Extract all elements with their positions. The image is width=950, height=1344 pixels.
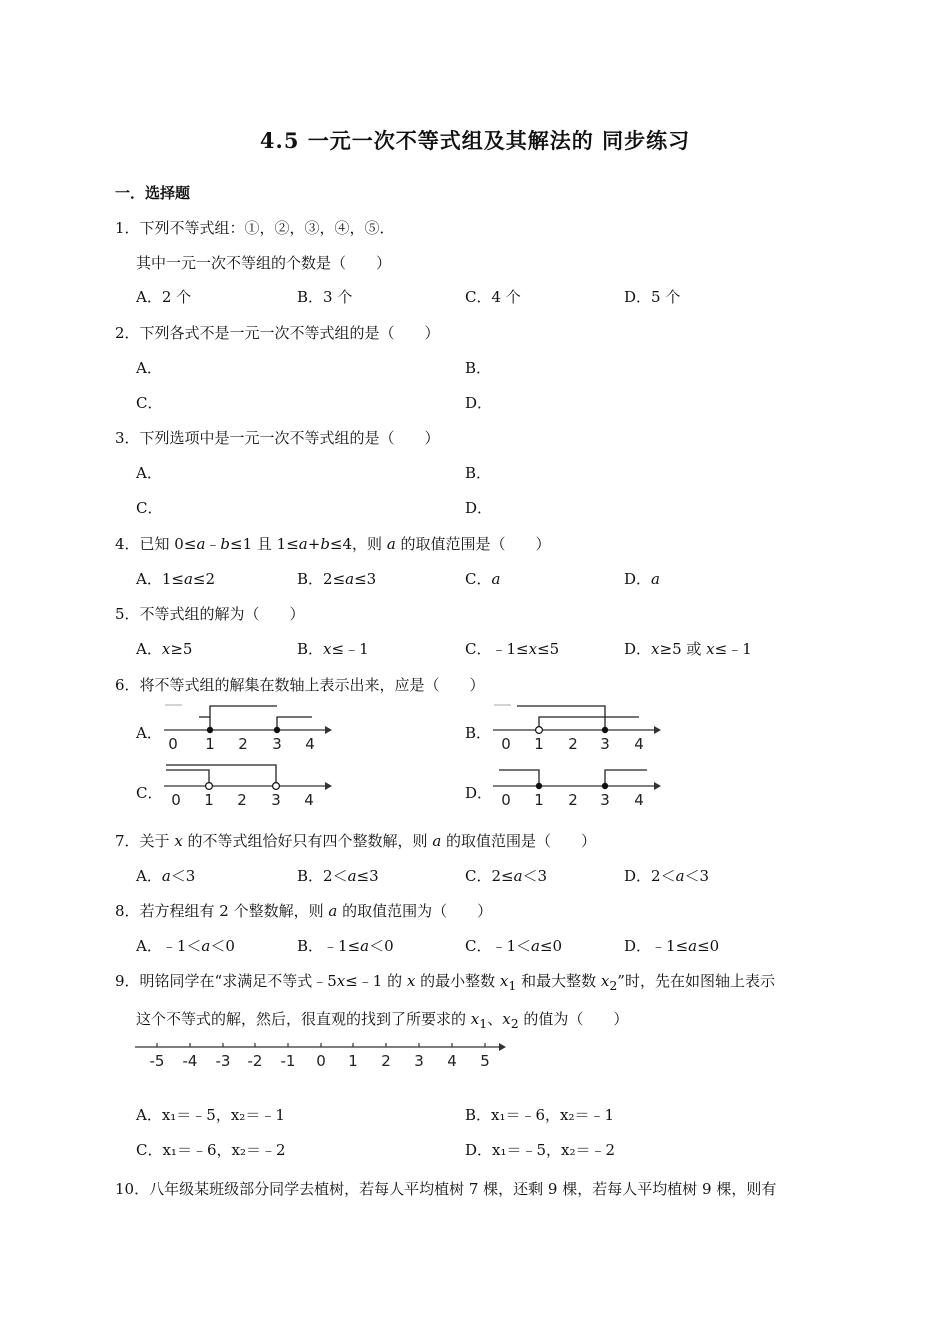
tick-label: 3 [271, 791, 281, 809]
tick-label: 3 [272, 735, 282, 753]
q6-number-line-a [160, 700, 335, 752]
tick-label: 1 [534, 791, 544, 809]
q6-number-line-c [160, 760, 335, 812]
q3-option-a: A． [136, 464, 162, 482]
tick-label: 5 [480, 1052, 490, 1070]
q9-number-line [133, 1036, 513, 1072]
tick-label: -5 [149, 1052, 165, 1070]
q2-option-a: A． [136, 359, 162, 377]
q2-stem: 2．下列各式不是一元一次不等式组的是（ ） [115, 324, 440, 342]
q6-number-line-d [489, 760, 664, 812]
q4-option-a: A．1≤a≤2 [136, 570, 216, 588]
section-heading: 一．选择题 [115, 184, 191, 202]
q6-option-a-label: A． [136, 724, 162, 742]
q6-stem: 6．将不等式组的解集在数轴上表示出来，应是（ ） [115, 676, 485, 694]
q4-option-c: C．a [465, 570, 501, 588]
q4-option-b: B．2≤a≤3 [297, 570, 377, 588]
q1-option-a: A．2 个 [136, 288, 192, 306]
q7-option-a: A．a＜3 [136, 867, 196, 885]
q7-stem: 7．关于 x 的不等式组恰好只有四个整数解，则 a 的取值范围是（ ） [115, 832, 597, 850]
tick-label: 0 [171, 791, 181, 809]
tick-label: 2 [568, 735, 578, 753]
q9-option-d: D．x₁＝﹣5，x₂＝﹣2 [465, 1141, 616, 1159]
tick-label: 0 [316, 1052, 326, 1070]
tick-label: 3 [600, 735, 610, 753]
q5-option-a: A．x≥5 [136, 640, 193, 658]
tick-label: 0 [168, 735, 178, 753]
q4-stem: 4．已知 0≤a﹣b≤1 且 1≤a+b≤4，则 a 的取值范围是（ ） [115, 535, 551, 553]
q5-option-d: D．x≥5 或 x≤﹣1 [624, 640, 752, 658]
tick-label: 3 [600, 791, 610, 809]
q8-option-c: C．﹣1＜a≤0 [465, 937, 563, 955]
q2-option-c: C． [136, 394, 163, 412]
q9-stem: 9．明铭同学在“求满足不等式﹣5x≤﹣1 的 x 的最小整数 $x_1$ 和最大整数 $x_2$”时，先在如图轴上表示 [115, 972, 775, 993]
q1-option-c: C．4 个 [465, 288, 521, 306]
q8-stem: 8．若方程组有 2 个整数解，则 a 的取值范围为（ ） [115, 902, 493, 920]
q9-option-a: A．x₁＝﹣5，x₂＝﹣1 [136, 1106, 285, 1124]
tick-label: 4 [634, 791, 644, 809]
q6-option-b-label: B． [465, 724, 492, 742]
q3-stem: 3．下列选项中是一元一次不等式组的是（ ） [115, 429, 440, 447]
q6-option-d-label: D． [465, 784, 493, 802]
q1-option-b: B．3 个 [297, 288, 353, 306]
tick-label: 2 [381, 1052, 391, 1070]
tick-label: 4 [305, 735, 315, 753]
q8-option-b: B．﹣1≤a＜0 [297, 937, 394, 955]
q2-option-b: B． [465, 359, 492, 377]
tick-label: 1 [534, 735, 544, 753]
q9-option-b: B．x₁＝﹣6，x₂＝﹣1 [465, 1106, 615, 1124]
q3-option-d: D． [465, 499, 493, 517]
tick-label: 1 [205, 735, 215, 753]
tick-label: 0 [501, 735, 511, 753]
tick-label: 4 [447, 1052, 457, 1070]
tick-label: -3 [215, 1052, 231, 1070]
tick-label: -1 [280, 1052, 296, 1070]
q7-option-c: C．2≤a＜3 [465, 867, 548, 885]
tick-label: 3 [414, 1052, 424, 1070]
q6-option-c-label: C． [136, 784, 163, 802]
q10-stem: 10．八年级某班级部分同学去植树，若每人平均植树 7 棵，还剩 9 棵，若每人平均植树 9 棵，则有 [115, 1180, 777, 1198]
tick-label: 1 [204, 791, 214, 809]
q3-option-b: B． [465, 464, 492, 482]
q5-stem: 5．不等式组的解为（ ） [115, 605, 305, 623]
q8-option-d: D．﹣1≤a≤0 [624, 937, 720, 955]
q7-option-d: D．2＜a＜3 [624, 867, 710, 885]
tick-label: 2 [238, 735, 248, 753]
tick-label: 0 [501, 791, 511, 809]
q9-option-c: C．x₁＝﹣6，x₂＝﹣2 [136, 1141, 286, 1159]
q5-option-c: C．﹣1≤x≤5 [465, 640, 560, 658]
q3-option-c: C． [136, 499, 163, 517]
tick-label: 2 [568, 791, 578, 809]
tick-label: 1 [348, 1052, 358, 1070]
q1-sub: 其中一元一次不等组的个数是（ ） [136, 254, 392, 272]
tick-label: -2 [247, 1052, 263, 1070]
tick-label: 2 [237, 791, 247, 809]
q8-option-a: A．﹣1＜a＜0 [136, 937, 235, 955]
q1-option-d: D．5 个 [624, 288, 681, 306]
q5-option-b: B．x≤﹣1 [297, 640, 369, 658]
q9-stem-line2: 这个不等式的解，然后，很直观的找到了所要求的 $x_1$、$x_2$ 的值为（ ） [136, 1010, 629, 1031]
q1-stem: 1．下列不等式组：①，②，③，④，⑤． [115, 219, 395, 237]
page-title: 4.5 一元一次不等式组及其解法的 同步练习 [259, 128, 691, 153]
q7-option-b: B．2＜a≤3 [297, 867, 379, 885]
q2-option-d: D． [465, 394, 493, 412]
q6-number-line-b [489, 700, 664, 752]
tick-label: 4 [304, 791, 314, 809]
tick-label: 4 [634, 735, 644, 753]
tick-label: -4 [182, 1052, 198, 1070]
q4-option-d: D．a [624, 570, 660, 588]
